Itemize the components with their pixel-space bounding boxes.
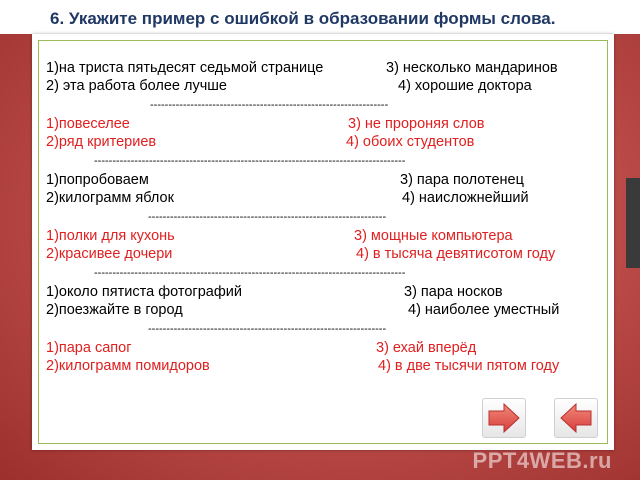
content-panel (32, 34, 614, 450)
separator: ----------------------------------------------------------------- (148, 211, 387, 223)
option-left: 2)поезжайте в город (46, 302, 183, 318)
answer-row (46, 172, 524, 189)
side-tab (626, 178, 640, 268)
option-left: 2)ряд критериев (46, 134, 157, 150)
option-right: 3) не пророняя слов (348, 116, 485, 132)
option-left: 1)около пятиста фотографий (46, 284, 242, 300)
answer-row (46, 134, 475, 151)
option-right: 4) наисложнейший (402, 190, 529, 206)
separator: ------------------------------------------------------------------------------------- (94, 155, 406, 167)
slide-title: 6. Укажите пример с ошибкой в образовании формы слова. (50, 9, 556, 28)
option-left: 1)пара сапог (46, 340, 132, 356)
answer-row (46, 246, 556, 263)
option-right: 4) наиболее уместный (408, 302, 560, 318)
option-right: 3) пара полотенец (400, 172, 524, 188)
option-left: 2)килограмм яблок (46, 190, 174, 206)
watermark: PPT4WEB.ru (472, 448, 612, 473)
option-right: 3) мощные компьютера (354, 228, 513, 244)
option-left: 1)на триста пятьдесят седьмой странице (46, 60, 324, 76)
arrow-left-icon (559, 402, 593, 434)
arrow-right-icon (487, 402, 521, 434)
option-left: 1)полки для кухонь (46, 228, 175, 244)
title-bar (0, 0, 640, 34)
answer-row (46, 116, 485, 133)
prev-slide-button[interactable] (554, 398, 598, 438)
separator: ----------------------------------------------------------------- (150, 99, 389, 111)
option-right: 3) несколько мандаринов (386, 60, 558, 76)
option-left: 2) эта работа более лучше (46, 78, 227, 94)
option-right: 3) ехай вперёд (376, 340, 477, 356)
answer-row (46, 358, 560, 375)
option-left: 1)попробоваем (46, 172, 149, 188)
answer-row (46, 60, 558, 77)
answer-row (46, 228, 513, 245)
option-left: 1)повеселее (46, 116, 130, 132)
option-left: 2)красивее дочери (46, 246, 173, 262)
answer-row (46, 340, 477, 357)
option-right: 4) в две тысячи пятом году (378, 358, 560, 374)
option-right: 4) обоих студентов (346, 134, 475, 150)
answer-row (46, 190, 529, 207)
option-left: 2)килограмм помидоров (46, 358, 210, 374)
separator: ----------------------------------------------------------------- (148, 323, 387, 335)
next-slide-button[interactable] (482, 398, 526, 438)
option-right: 4) хорошие доктора (398, 78, 532, 94)
separator: ------------------------------------------------------------------------------------- (94, 267, 406, 279)
option-right: 3) пара носков (404, 284, 503, 300)
answer-row (46, 284, 503, 301)
option-right: 4) в тысяча девятисотом году (356, 246, 556, 262)
answer-row (46, 78, 532, 95)
answer-row (46, 302, 560, 319)
